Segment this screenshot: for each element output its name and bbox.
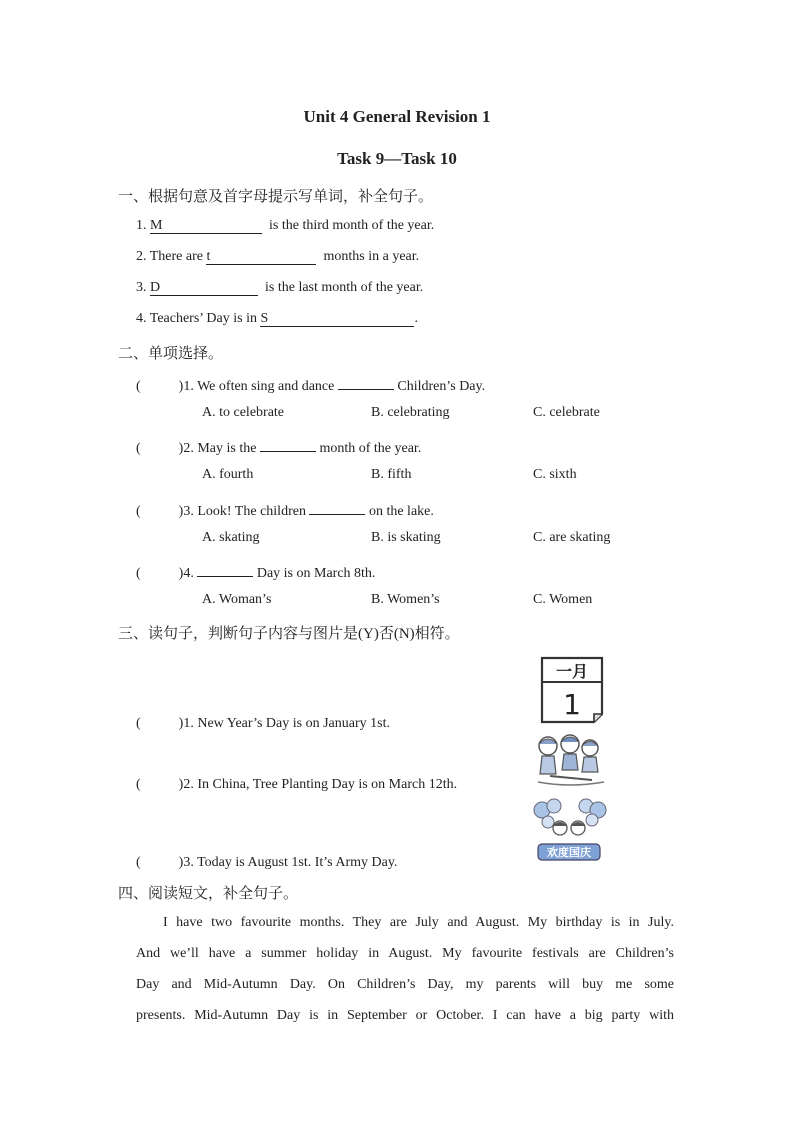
page-subtitle: Task 9—Task 10 (337, 149, 457, 168)
statement-text: Today is August 1st. It’s Army Day. (197, 855, 398, 870)
statement-number: )3. (178, 855, 194, 870)
banner-text: 欢度国庆 (547, 846, 591, 859)
question-text: month of the year. (319, 441, 422, 456)
statement-number: )2. (178, 777, 194, 792)
section1-heading: 一、根据句意及首字母提示写单词，补全句子。 (118, 189, 434, 205)
page-title: Unit 4 General Revision 1 (303, 107, 491, 126)
question-text: May is the (197, 441, 257, 456)
option-c[interactable]: C. sixth (533, 467, 577, 482)
item-number: 4. (136, 311, 147, 326)
s1-item-1 (136, 218, 434, 234)
s2-question-2 (136, 436, 421, 457)
item-number: 3. (136, 280, 147, 295)
option-a[interactable]: A. skating (202, 530, 260, 545)
hint-letter: S (260, 311, 269, 326)
s2-question-4 (136, 561, 375, 582)
option-c[interactable]: C. Women (533, 592, 593, 607)
question-text: Look! The children (197, 504, 306, 519)
option-b[interactable]: B. celebrating (371, 405, 450, 420)
passage-line-1: I have two favourite months. They are July and August. My birthday is in July. (163, 915, 674, 930)
item-number: 1. (136, 218, 147, 233)
answer-blank[interactable] (150, 218, 262, 234)
calendar-month-text: 一月 (555, 662, 589, 681)
answer-slot[interactable] (141, 562, 179, 577)
passage-line-3: Day and Mid-Autumn Day. On Children’s Day, my parents will buy me some (136, 977, 674, 992)
calendar-icon (536, 654, 608, 726)
national-day-picture (528, 798, 610, 864)
section3-heading: 三、读句子，判断句子内容与图片是(Y)否(N)相符。 (118, 626, 460, 642)
option-c[interactable]: C. are skating (533, 530, 611, 545)
s1-item-2 (136, 249, 419, 265)
hint-letter: t (206, 249, 211, 264)
question-number: )4. (178, 566, 194, 581)
answer-blank[interactable] (260, 311, 414, 327)
question-text: We often sing and dance (197, 379, 335, 394)
option-a[interactable]: A. Woman’s (202, 592, 272, 607)
item-text: Teachers’ Day is in (149, 311, 257, 326)
s3-statement-1 (136, 712, 390, 732)
question-number: )3. (178, 504, 194, 519)
statement-text: New Year’s Day is on January 1st. (197, 716, 390, 731)
option-b[interactable]: B. Women’s (371, 592, 440, 607)
answer-paren-open: ( (136, 379, 141, 394)
answer-slot[interactable] (141, 375, 179, 390)
item-text: is the last month of the year. (265, 280, 424, 295)
option-a[interactable]: A. fourth (202, 467, 254, 482)
question-blank (338, 374, 394, 390)
passage-line-2: And we’ll have a summer holiday in August. My favourite festivals are Children’s (136, 946, 674, 961)
s1-item-3 (136, 280, 423, 296)
answer-paren-open: ( (136, 504, 141, 519)
answer-paren-open: ( (136, 566, 141, 581)
answer-paren-open: ( (136, 441, 141, 456)
answer-slot[interactable] (141, 712, 179, 727)
answer-slot[interactable] (141, 500, 179, 515)
s3-statement-2 (136, 773, 457, 793)
children-planting-icon (530, 732, 610, 788)
option-c[interactable]: C. celebrate (533, 405, 600, 420)
item-number: 2. (136, 249, 147, 264)
passage-line-4: presents. Mid-Autumn Day is in September or October. I can have a big party with (136, 1008, 674, 1023)
option-b[interactable]: B. fifth (371, 467, 412, 482)
question-number: )2. (178, 441, 194, 456)
hint-letter: M (150, 218, 163, 233)
answer-paren-open: ( (136, 777, 141, 792)
question-text: Children’s Day. (397, 379, 486, 394)
answer-blank[interactable] (150, 280, 258, 296)
question-text: on the lake. (368, 504, 434, 519)
question-text: Day is on March 8th. (256, 566, 376, 581)
s2-question-1 (136, 374, 485, 395)
question-blank (197, 561, 253, 577)
calendar-day-text: 1 (563, 688, 581, 721)
item-text: is the third month of the year. (269, 218, 435, 233)
s3-statement-3 (136, 851, 397, 871)
item-text: . (414, 311, 418, 326)
option-a[interactable]: A. to celebrate (202, 405, 285, 420)
answer-slot[interactable] (141, 437, 179, 452)
s2-question-3 (136, 499, 434, 520)
s1-item-4 (136, 311, 418, 327)
tree-planting-picture (530, 732, 610, 788)
answer-paren-open: ( (136, 855, 141, 870)
calendar-picture (536, 654, 608, 726)
question-blank (309, 499, 365, 515)
answer-blank[interactable] (206, 249, 316, 265)
statement-number: )1. (178, 716, 194, 731)
answer-slot[interactable] (141, 851, 179, 866)
item-text: There are (149, 249, 203, 264)
answer-slot[interactable] (141, 773, 179, 788)
section2-heading: 二、单项选择。 (118, 346, 224, 362)
item-text: months in a year. (323, 249, 420, 264)
statement-text: In China, Tree Planting Day is on March 12th. (197, 777, 458, 792)
section4-heading: 四、阅读短文，补全句子。 (118, 886, 299, 902)
hint-letter: D (150, 280, 161, 295)
option-b[interactable]: B. is skating (371, 530, 441, 545)
question-blank (260, 436, 316, 452)
question-number: )1. (178, 379, 194, 394)
answer-paren-open: ( (136, 716, 141, 731)
balloons-banner-icon (528, 798, 610, 864)
